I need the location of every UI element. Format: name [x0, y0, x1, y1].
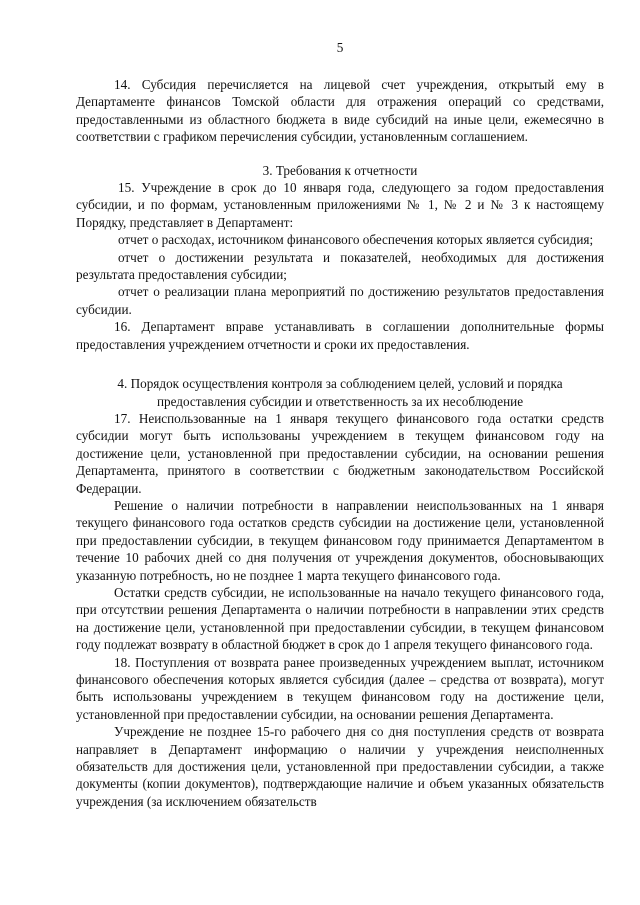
paragraph-18: 18. Поступления от возврата ранее произведенных учреждением выплат, источником финансового обеспечения которых является субсидия (далее – средства от возврата), могут быть использованы учреждением в текущем финансовом году на достижение цели, установленной при предоставлении субсидии, на основании решения Департамента. [76, 654, 604, 722]
paragraph-17-2: Решение о наличии потребности в направлении неиспользованных на 1 января текущего финансового года остатков средств субсидии на достижение цели, установленной при предоставлении субсидии, в текущем финансовом году принимается Департаментом в течение 10 рабочих дней со дня получения от учреждения документов, обосновывающих указанную потребность, но не позднее 1 марта текущего финансового года. [76, 497, 604, 583]
paragraph-14: 14. Субсидия перечисляется на лицевой счет учреждения, открытый ему в Департаменте финансов Томской области для отражения операций со средствами, предоставленными из областного бюджета в виде субсидий на иные цели, ежемесячно в соответствии с графиком перечисления субсидии, установленным соглашением. [76, 77, 604, 145]
paragraph-15-item-3: отчет о реализации плана мероприятий по достижению результатов предоставления субсидии. [76, 284, 604, 317]
paragraph-15-item-2: отчет о достижении результата и показателей, необходимых для достижения результата предоставления субсидии; [76, 249, 604, 283]
section-4-title-line-1: 4. Порядок осуществления контроля за соблюдением целей, условий и порядка [117, 376, 563, 392]
paragraph-15: 15. Учреждение в срок до 10 января года, следующего за годом предоставления субсидии, и по формам, установленным приложениями № 1, № 2 и № 3 к настоящему Порядку, представляет в Департамент: [76, 180, 604, 230]
page-number: 5 [336, 40, 344, 55]
paragraph-15-item-1: отчет о расходах, источником финансового обеспечения которых является субсидия; [118, 232, 594, 248]
section-3-title: 3. Требования к отчетности [262, 162, 418, 178]
paragraph-17-3: Остатки средств субсидии, не использованные на начало текущего финансового года, при отсутствии решения Департамента о наличии потребности в направлении этих средств на достижение цели, установленной при предоставлении субсидии, в текущем финансовом году подлежат возврату в областной бюджет в срок до 1 апреля текущего финансового года. [76, 584, 604, 653]
paragraph-16: 16. Департамент вправе устанавливать в соглашении дополнительные формы предоставления учреждением отчетности и сроки их предоставления. [76, 319, 604, 352]
paragraph-18-2: Учреждение не позднее 15-го рабочего дня со дня поступления средств от возврата направляет в Департамент информацию о наличии у учреждения неисполненных обязательств для достижения цели, установленной при предоставлении субсидии, а также документы (копии документов), подтверждающие наличие и объем указанных обязательств учреждения (за исключением обязательств [76, 724, 604, 809]
paragraph-17: 17. Неиспользованные на 1 января текущего финансового года остатки средств субсидии могут быть использованы учреждением в текущем финансовом году на достижение цели, установленной при предоставлении субсидии, на основании решения Департамента, принятого в соответствии с бюджетным законодательством Российской Федерации. [76, 410, 604, 496]
section-4-title-line-2: предоставления субсидии и ответственность за их несоблюдение [156, 393, 524, 409]
